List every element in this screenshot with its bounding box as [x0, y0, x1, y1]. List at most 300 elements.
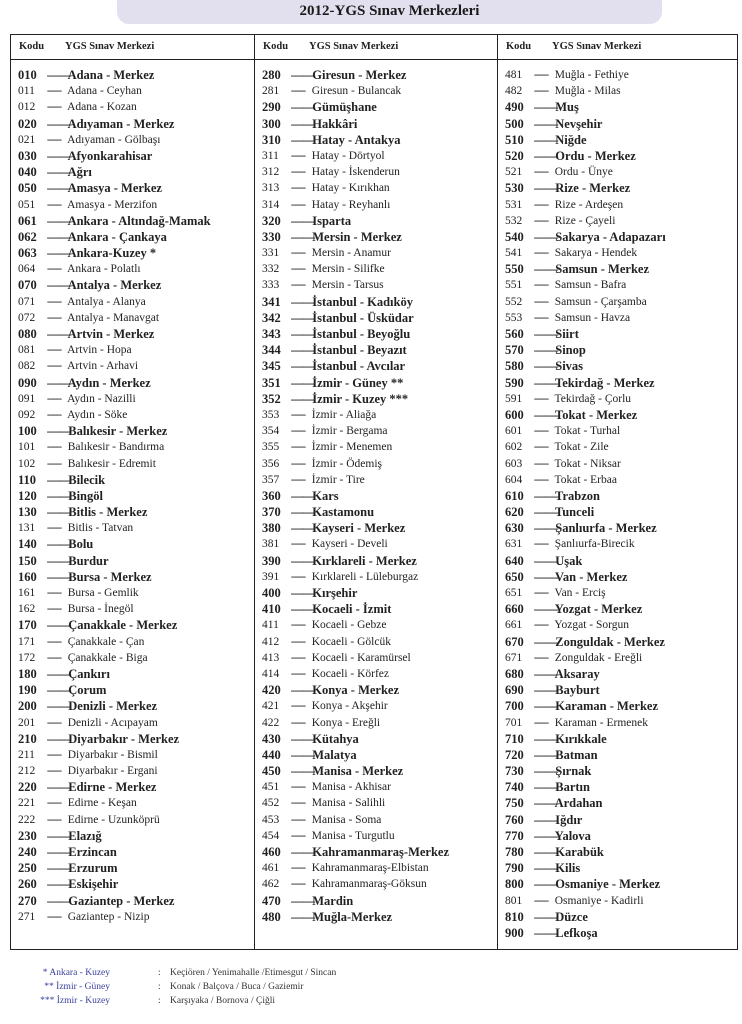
row-dash: ——	[291, 731, 315, 746]
row-center-name: Uşak	[555, 553, 583, 568]
center-header: YGS Sınav Merkezi	[309, 41, 399, 52]
row-center-name: Adana - Merkez	[67, 68, 155, 82]
legend-row	[0, 966, 742, 980]
row-dash: -----	[290, 878, 306, 891]
table-row	[18, 601, 254, 617]
row-center-name: Muş	[555, 100, 579, 115]
table-row	[505, 164, 738, 180]
row-code: 770	[505, 828, 524, 843]
row-center-name: Adana - Kozan	[67, 101, 137, 114]
row-center-name: Yozgat - Merkez	[554, 602, 643, 617]
code-header: Kodu	[263, 41, 289, 52]
table-column	[497, 35, 738, 949]
row-code: 090	[18, 375, 37, 390]
row-code: 100	[18, 424, 37, 439]
table-row	[18, 698, 254, 714]
table-row	[18, 277, 254, 293]
table-row	[505, 844, 738, 860]
table-row	[505, 99, 738, 115]
row-center-name: Mersin - Anamur	[311, 247, 391, 260]
table-row	[262, 634, 498, 650]
code-header: Kodu	[506, 41, 532, 52]
table-row	[505, 763, 738, 779]
row-dash: -----	[533, 247, 549, 260]
row-code: 357	[262, 473, 280, 486]
row-code: 020	[18, 116, 37, 131]
row-code: 092	[18, 408, 36, 421]
row-center-name: Tekirdağ - Merkez	[555, 375, 655, 390]
row-code: 700	[505, 699, 524, 714]
row-code: 356	[262, 457, 280, 470]
table-row	[505, 148, 738, 164]
row-code: 790	[505, 861, 524, 876]
row-code: 601	[505, 425, 523, 438]
row-center-name: Manisa - Turgutlu	[311, 829, 395, 842]
row-center-name: Ankara - Çankaya	[67, 229, 167, 244]
row-center-name: Kırşehir	[312, 586, 358, 600]
row-code: 701	[505, 716, 523, 729]
row-center-name: Ardahan	[554, 796, 603, 811]
row-code: 171	[18, 635, 36, 648]
row-dash: ——	[534, 828, 558, 843]
table-row	[18, 876, 254, 892]
row-center-name: Rize - Çayeli	[554, 214, 616, 227]
row-dash: ——	[534, 181, 558, 196]
row-dash: -----	[533, 198, 549, 211]
table-row	[505, 779, 738, 795]
row-dash: -----	[290, 149, 306, 162]
row-dash: -----	[290, 797, 306, 810]
table-row	[18, 731, 254, 747]
table-row	[262, 358, 498, 374]
row-code: 102	[18, 457, 36, 470]
row-code: 760	[505, 812, 524, 827]
row-code: 280	[262, 68, 281, 82]
table-row	[505, 213, 738, 229]
table-row	[18, 310, 254, 326]
row-code: 221	[18, 797, 36, 810]
row-dash: ——	[47, 229, 71, 244]
row-center-name: Adıyaman - Merkez	[67, 116, 175, 131]
row-center-name: Antalya - Manavgat	[67, 311, 160, 324]
row-dash: ——	[291, 521, 315, 536]
table-row	[18, 520, 254, 536]
row-center-name: Amasya - Merzifon	[67, 198, 158, 211]
row-dash: ——	[291, 683, 315, 698]
row-code: 172	[18, 651, 36, 664]
legend-districts: Konak / Balçova / Buca / Gaziemir	[170, 982, 304, 992]
row-dash: -----	[290, 635, 306, 648]
row-center-name: Bitlis - Merkez	[68, 505, 148, 520]
table-row	[505, 553, 738, 569]
table-row	[505, 245, 738, 261]
row-code: 211	[18, 748, 35, 761]
row-center-name: Bursa - İnegöl	[67, 603, 134, 616]
row-center-name: Artvin - Merkez	[67, 327, 155, 341]
row-code: 500	[505, 116, 524, 131]
row-center-name: Erzurum	[68, 861, 118, 876]
row-center-name: Kütahya	[312, 731, 359, 746]
table-row	[18, 391, 254, 407]
row-center-name: Kahramanmaraş-Göksun	[311, 878, 427, 891]
row-center-name: Aydın - Söke	[67, 408, 128, 421]
table-row	[505, 601, 738, 617]
row-code: 553	[505, 311, 523, 324]
row-dash: ——	[534, 359, 558, 374]
row-dash: -----	[533, 619, 549, 632]
table-row	[505, 860, 738, 876]
row-center-name: Kırıkkale	[555, 731, 607, 746]
row-dash: ——	[534, 780, 558, 795]
row-center-name: Kırklareli - Lüleburgaz	[311, 570, 419, 583]
row-dash: -----	[46, 101, 62, 114]
row-code: 411	[262, 619, 279, 632]
table-row	[262, 294, 498, 310]
row-center-name: Burdur	[68, 553, 109, 568]
row-dash: -----	[46, 635, 62, 648]
table-row	[505, 277, 738, 293]
table-row	[18, 617, 254, 633]
table-row	[18, 504, 254, 520]
table-row	[505, 391, 738, 407]
row-dash: ——	[534, 229, 558, 244]
row-dash: -----	[46, 748, 62, 761]
row-center-name: Iğdır	[555, 812, 583, 827]
row-center-name: Diyarbakır - Merkez	[68, 731, 180, 746]
row-center-name: Trabzon	[555, 488, 600, 503]
table-row	[505, 731, 738, 747]
row-dash: ——	[291, 100, 315, 115]
row-center-name: İzmir - Aliağa	[311, 408, 377, 421]
row-dash: -----	[46, 457, 62, 470]
row-dash: ——	[534, 100, 558, 115]
table-row	[262, 342, 498, 358]
row-center-name: Aydın - Merkez	[67, 375, 151, 390]
table-row	[505, 375, 738, 391]
table-row	[18, 261, 254, 277]
row-code: 050	[18, 181, 37, 196]
row-dash: -----	[46, 716, 62, 729]
row-center-name: Sakarya - Adapazarı	[555, 229, 666, 244]
table-row	[18, 553, 254, 569]
row-dash: -----	[46, 295, 62, 308]
table-row	[505, 229, 738, 245]
table-row	[18, 180, 254, 196]
row-center-name: Hakkâri	[312, 116, 358, 131]
row-dash: -----	[290, 457, 306, 470]
table-row	[505, 876, 738, 892]
table-row	[505, 261, 738, 277]
row-dash: -----	[290, 263, 306, 276]
table-row	[262, 488, 498, 504]
row-code: 250	[18, 861, 37, 876]
table-row	[505, 536, 738, 552]
row-code: 551	[505, 279, 523, 292]
table-row	[262, 763, 498, 779]
row-code: 150	[18, 553, 37, 568]
row-list	[255, 60, 498, 925]
row-dash: ——	[291, 375, 315, 390]
row-code: 380	[262, 521, 281, 536]
table-row	[18, 358, 254, 374]
table-row	[18, 666, 254, 682]
table-row	[505, 116, 738, 132]
row-center-name: Manisa - Akhisar	[311, 781, 391, 794]
table-row	[262, 407, 498, 423]
row-center-name: Çankırı	[68, 666, 110, 681]
row-dash: ——	[534, 262, 558, 277]
row-center-name: Samsun - Merkez	[555, 262, 649, 277]
legend-districts: Karşıyaka / Bornova / Çiğli	[170, 996, 276, 1006]
table-row	[18, 83, 254, 99]
row-code: 330	[262, 229, 281, 244]
table-row	[262, 779, 498, 795]
row-dash: -----	[290, 651, 306, 664]
row-center-name: Sivas	[555, 359, 584, 374]
table-row	[262, 261, 498, 277]
row-dash: -----	[290, 538, 306, 551]
table-row	[18, 67, 254, 83]
row-dash: ——	[47, 618, 71, 633]
row-dash: -----	[290, 247, 306, 260]
row-dash: -----	[46, 587, 62, 599]
table-row	[18, 909, 254, 925]
row-code: 101	[18, 441, 36, 454]
table-row	[262, 391, 498, 407]
row-code: 230	[18, 828, 37, 843]
table-row	[262, 375, 498, 391]
row-center-name: Edirne - Merkez	[68, 780, 157, 795]
row-code: 064	[18, 263, 36, 276]
row-dash: -----	[46, 344, 62, 357]
row-center-name: Hatay - Antakya	[312, 132, 401, 147]
row-code: 212	[18, 765, 36, 778]
row-center-name: Diyarbakır - Bismil	[67, 748, 158, 761]
table-row	[18, 715, 254, 731]
row-center-name: Amasya - Merkez	[67, 181, 162, 196]
row-code: 240	[18, 845, 37, 859]
center-header: YGS Sınav Merkezi	[65, 41, 155, 52]
table-row	[505, 893, 738, 909]
row-dash: -----	[46, 408, 62, 421]
row-dash: ——	[291, 845, 315, 859]
row-code: 190	[18, 683, 37, 698]
table-row	[262, 148, 498, 164]
row-code: 900	[505, 925, 524, 940]
row-code: 332	[262, 263, 280, 276]
table-row	[18, 860, 254, 876]
row-code: 560	[505, 327, 524, 341]
row-dash: ——	[47, 845, 71, 859]
row-code: 412	[262, 635, 280, 648]
row-dash: ——	[534, 116, 558, 131]
table-row	[18, 375, 254, 391]
row-dash: -----	[533, 85, 549, 98]
row-code: 320	[262, 213, 281, 228]
row-center-name: Muğla - Milas	[554, 85, 621, 98]
table-row	[505, 634, 738, 650]
row-center-name: Tokat - Niksar	[554, 457, 621, 470]
row-code: 414	[262, 667, 280, 680]
row-center-name: İstanbul - Avcılar	[312, 359, 406, 374]
table-row	[18, 634, 254, 650]
row-code: 521	[505, 166, 523, 179]
row-code: 801	[505, 894, 523, 907]
row-center-name: Siirt	[555, 327, 579, 341]
table-row	[262, 893, 498, 909]
legend-row	[0, 994, 742, 1008]
row-center-name: Ankara - Altındağ-Mamak	[67, 213, 211, 228]
row-center-name: Elazığ	[68, 828, 102, 843]
table-row	[262, 245, 498, 261]
row-center-name: Bilecik	[68, 472, 106, 487]
row-dash: -----	[533, 69, 549, 81]
table-row	[18, 763, 254, 779]
row-code: 531	[505, 198, 523, 211]
row-code: 810	[505, 909, 524, 924]
row-dash: ——	[291, 553, 315, 568]
row-code: 344	[262, 343, 281, 358]
row-center-name: Malatya	[312, 747, 357, 762]
row-code: 081	[18, 344, 36, 357]
row-code: 600	[505, 407, 524, 422]
row-dash: -----	[533, 279, 549, 292]
row-code: 210	[18, 731, 37, 746]
row-code: 120	[18, 488, 37, 503]
row-code: 580	[505, 359, 524, 374]
row-center-name: Kahramanmaraş-Elbistan	[311, 862, 429, 875]
row-code: 131	[18, 522, 36, 535]
row-dash: -----	[533, 441, 549, 454]
row-dash: ——	[534, 812, 558, 827]
table-row	[505, 456, 738, 472]
row-center-name: Manisa - Salihli	[311, 797, 386, 810]
row-code: 740	[505, 780, 524, 795]
table-row	[262, 536, 498, 552]
row-center-name: Sakarya - Hendek	[554, 247, 638, 260]
row-dash: ——	[534, 569, 558, 584]
row-center-name: Artvin - Hopa	[67, 344, 132, 357]
row-code: 552	[505, 295, 523, 308]
table-row	[18, 294, 254, 310]
table-row	[262, 876, 498, 892]
row-dash: -----	[46, 765, 62, 778]
table-row	[262, 698, 498, 714]
table-row	[262, 795, 498, 811]
row-dash: ——	[47, 780, 71, 795]
row-center-name: Bursa - Merkez	[68, 569, 152, 584]
table-row	[18, 148, 254, 164]
row-code: 780	[505, 845, 524, 859]
row-dash: -----	[533, 651, 549, 664]
row-code: 333	[262, 279, 280, 292]
table-row	[505, 358, 738, 374]
row-code: 080	[18, 327, 37, 341]
row-code: 530	[505, 181, 524, 196]
row-center-name: Çanakkale - Merkez	[68, 618, 178, 633]
row-dash: ——	[47, 148, 71, 163]
row-dash: -----	[533, 166, 549, 179]
table-row	[262, 439, 498, 455]
row-dash: ——	[534, 764, 558, 779]
row-code: 800	[505, 877, 524, 892]
row-center-name: İzmir - Bergama	[311, 425, 388, 438]
row-dash: -----	[533, 473, 549, 486]
row-dash: -----	[533, 716, 549, 729]
row-dash: -----	[290, 85, 306, 98]
row-code: 451	[262, 781, 280, 794]
row-dash: ——	[291, 747, 315, 762]
table-row	[262, 67, 498, 83]
row-code: 631	[505, 538, 523, 551]
row-code: 314	[262, 198, 280, 211]
row-center-name: Muğla-Merkez	[312, 909, 393, 924]
row-code: 454	[262, 829, 280, 842]
row-dash: ——	[291, 229, 315, 244]
row-center-name: Tunceli	[555, 505, 595, 520]
row-dash: ——	[47, 246, 71, 261]
row-dash: -----	[533, 538, 549, 551]
row-center-name: Yozgat - Sorgun	[554, 619, 629, 632]
table-row	[262, 83, 498, 99]
legend-separator: :	[158, 968, 161, 978]
row-dash: ——	[291, 391, 315, 406]
row-center-name: Giresun - Merkez	[312, 68, 407, 82]
table-row	[262, 423, 498, 439]
row-dash: ——	[47, 68, 71, 82]
row-dash: ——	[291, 294, 315, 309]
table-row	[262, 860, 498, 876]
row-center-name: Mersin - Merkez	[312, 229, 402, 244]
row-code: 661	[505, 619, 523, 632]
table-row	[505, 132, 738, 148]
row-code: 482	[505, 85, 523, 98]
row-center-name: Kayseri - Merkez	[312, 521, 406, 536]
table-row	[505, 909, 738, 925]
row-code: 170	[18, 618, 37, 633]
table-row	[505, 407, 738, 423]
row-code: 271	[18, 910, 36, 923]
row-code: 310	[262, 132, 281, 147]
row-center-name: Ankara - Polatlı	[67, 263, 141, 276]
row-dash: -----	[290, 716, 306, 729]
row-code: 690	[505, 683, 524, 698]
table-row	[505, 925, 738, 941]
row-code: 532	[505, 214, 523, 227]
table-row	[505, 715, 738, 731]
row-dash: ——	[47, 861, 71, 876]
row-code: 390	[262, 553, 281, 568]
row-dash: ——	[291, 488, 315, 503]
row-code: 070	[18, 278, 37, 293]
row-code: 541	[505, 247, 523, 260]
row-center-name: İstanbul - Üsküdar	[312, 310, 414, 325]
row-dash: -----	[290, 829, 306, 842]
exam-centers-table	[10, 34, 738, 950]
row-code: 345	[262, 359, 281, 374]
row-dash: ——	[291, 359, 315, 374]
row-dash: -----	[290, 441, 306, 454]
table-row	[505, 747, 738, 763]
row-code: 620	[505, 505, 524, 520]
table-row	[262, 812, 498, 828]
row-code: 591	[505, 392, 523, 405]
row-code: 062	[18, 229, 37, 244]
table-row	[262, 844, 498, 860]
table-row	[18, 650, 254, 666]
table-row	[505, 812, 738, 828]
row-dash: ——	[534, 634, 558, 649]
